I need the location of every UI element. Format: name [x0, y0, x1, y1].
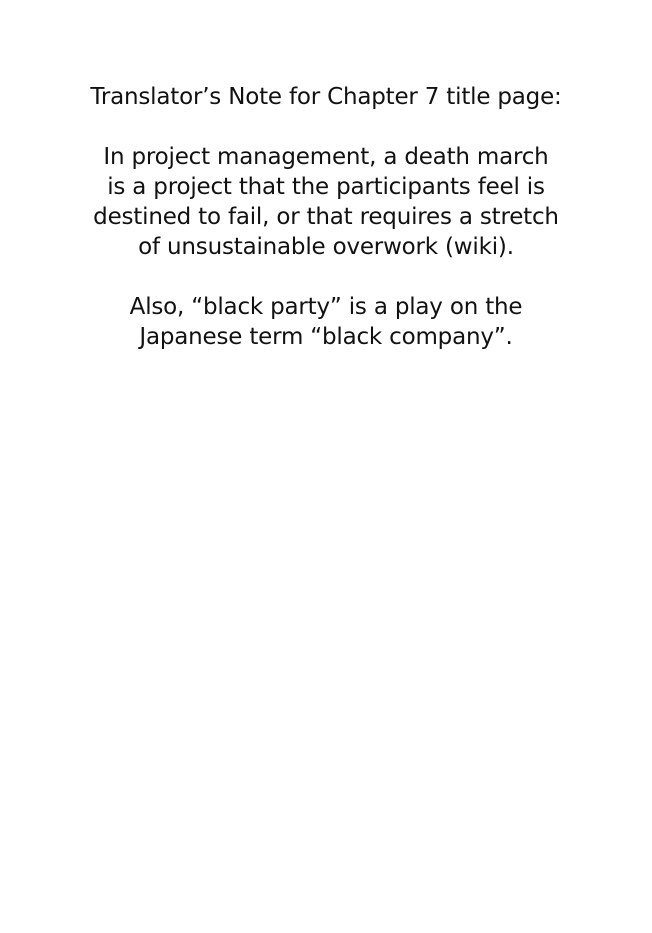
note-paragraph-death-march — [40, 142, 612, 262]
translator-note — [40, 82, 612, 352]
note-line: of unsustainable overwork (wiki). — [138, 234, 514, 260]
note-title-text: Translator’s Note for Chapter 7 title page: — [90, 84, 562, 110]
note-line: Also, “black party” is a play on the — [129, 294, 523, 320]
note-paragraph-black-party — [40, 292, 612, 352]
note-line: destined to fail, or that requires a stretch — [93, 204, 559, 230]
note-line: Japanese term “black company”. — [139, 324, 513, 350]
note-line: In project management, a death march — [103, 144, 549, 170]
note-line: is a project that the participants feel is — [107, 174, 545, 200]
note-title — [40, 82, 612, 112]
